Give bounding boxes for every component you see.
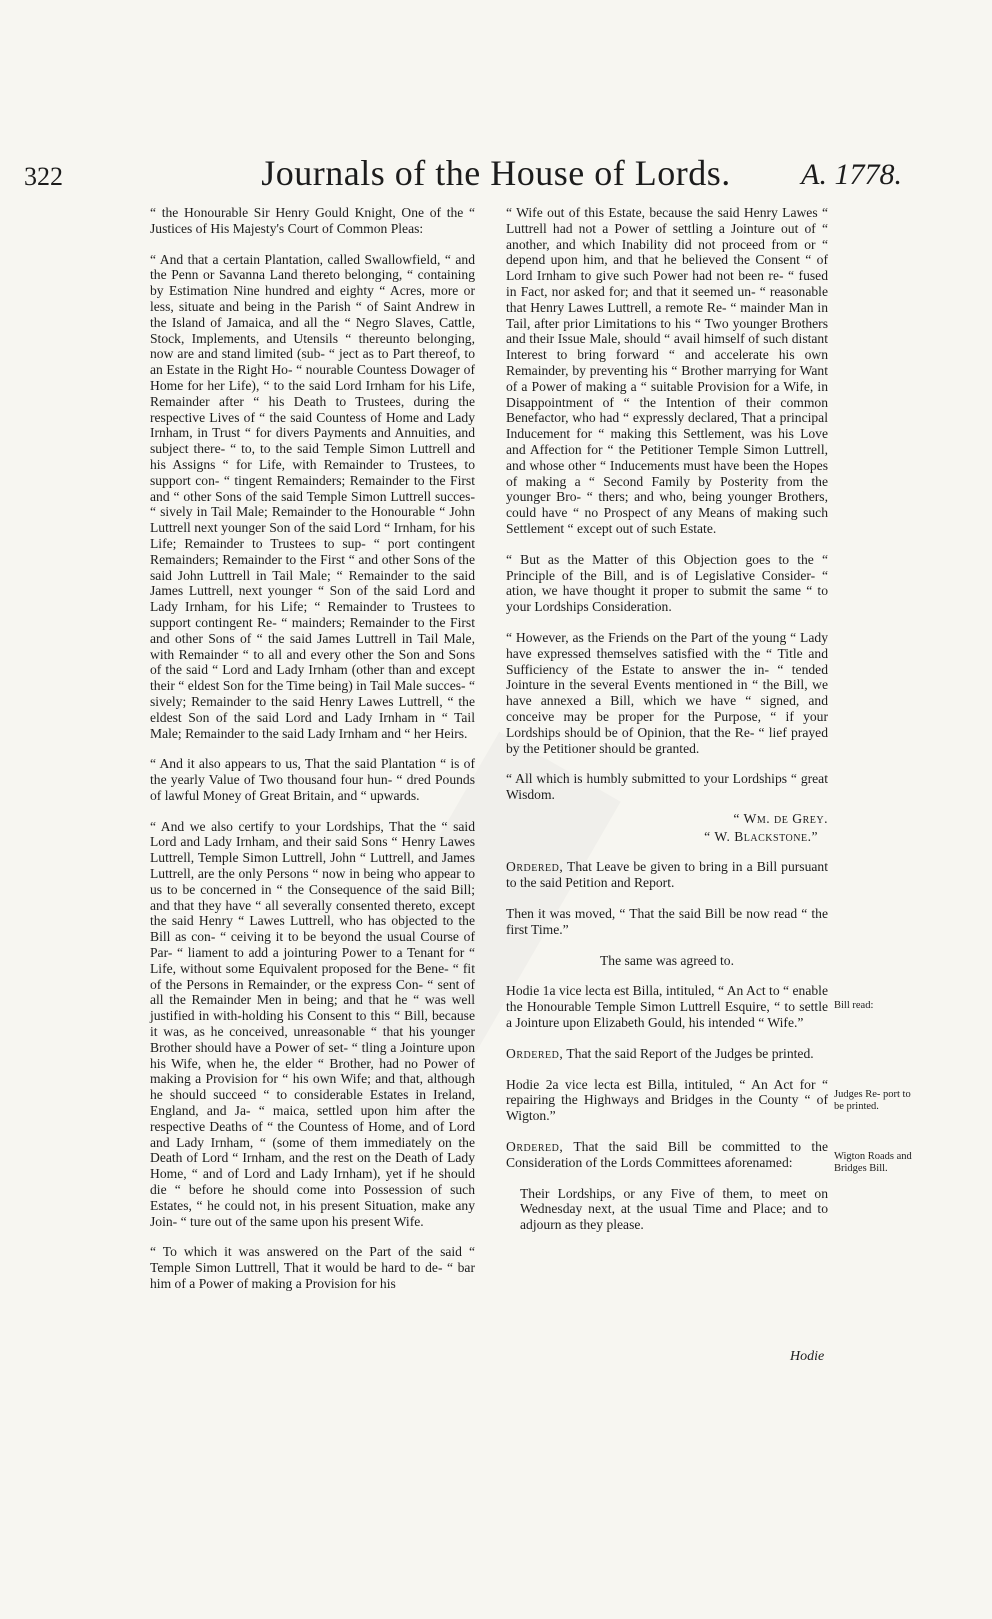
catchword: Hodie bbox=[790, 1349, 825, 1364]
margin-note-bill-read: Bill read: bbox=[834, 1000, 874, 1011]
order-report-text: That the said Report of the Judges be printed. bbox=[563, 1045, 814, 1061]
second-reading-entry: Hodie 2a vice lecta est Billa, intituled, “ An Act for “ repairing the Highways and Bridges in the County “ of Wigton.” bbox=[506, 1076, 828, 1124]
order-committed bbox=[506, 1139, 828, 1171]
agreed-line: The same was agreed to. bbox=[600, 952, 734, 968]
signature-de-grey: “ Wm. de Grey. bbox=[733, 810, 828, 826]
right-paragraph-1: “ Wife out of this Estate, because the said Henry Lawes “ Luttrell had not a Power of settling a Jointure out of “ another, and which Inability did not proceed from or “ depend upon him, and that he believed the Consent “ of Lord Irnham to give such Power had not been re- “ fused in Fact, nor asked for; and that it seemed un- “ reasonable that Henry Lawes Luttrell, a remote Re- “ mainder Man in Tail, after prior Limitations to his “ Two younger Brothers and their Issue Male, should “ avail himself of such distant Interest to bring forward “ and accelerate his own Remainder, by preventing his “ Brother marrying for Want of a Power of making a “ suitable Provision for a Wife, in Disappointment of “ the Intention of their common Benefactor, who had “ expressly declared, That a principal Inducement for “ making this Settlement, was his Love and Affection for “ the Petitioner Temple Simon Luttrell, and whose other “ Inducements must have been the Hopes of making a “ Second Family by Posterity from the younger Bro- “ thers; and who, being younger Brothers, could have “ no Prospect of any Means of making such Settlement “ except out of such Estate. bbox=[506, 205, 828, 536]
committee-meeting-note: Their Lordships, or any Five of them, to meet on Wednesday next, at the usual Time and Place; and to adjourn as they please. bbox=[520, 1185, 828, 1233]
ordered-label: Ordered, bbox=[506, 1045, 564, 1061]
page-header bbox=[0, 152, 992, 198]
left-paragraph-4: “ And we also certify to your Lordships, That the “ said Lord and Lady Irnham, and their said Sons “ Henry Lawes Luttrell, Temple Simon Luttrell, John “ Luttrell, and James Luttrell, are the only Persons “ now in being who appear to us to be concerned in “ the Consequence of the said Bill; and that they have “ all severally consented thereto, except the said Henry “ Lawes Luttrell, who has objected to the Bill as con- “ ceiving it to be beyond the usual Course of Par- “ liament to add a jointuring Power to a Tenant for “ Life, without some Equivalent proposed for the Bene- “ fit of the Persons in Remainder, or the express Con- “ sent of all the Remainder Men in being; and that he “ was well justified in with-holding his Consent to this “ Bill, because it was, as he conceived, unreasonable “ that his younger Brother should have a Power of set- “ tling a Jointure upon his Wife, when he, the elder “ Brother, had no Power of making a Provision for “ his own Wife; and that, although he should succeed “ to considerable Estates in Ireland, England, and Ja- “ maica, settled upon him after the respective Deaths of “ the Countess of Home, and of Lord and Lady Irnham, “ (some of them immediately on the Death of Lord “ Irnham, and the rest on the Death of Lady Home, “ and of Lord and Lady Irnham), yet if he should die “ before he should come into Possession of such Estates, “ he could not, in his present Situation, make any Join- “ ture out of the same upon his present Wife. bbox=[150, 818, 475, 1229]
motion-first-reading: Then it was moved, “ That the said Bill be now read “ the first Time.” bbox=[506, 906, 828, 937]
right-paragraph-3: “ However, as the Friends on the Part of the young “ Lady have expressed themselves satisfied with the “ Title and Sufficiency of the Estate to answer the in- “ tended Jointure in the several Events mentioned in “ the Bill, we have annexed a Bill, which we have “ signed, and conceive may be proper for the Purpose, “ if your Lordships should be of Opinion, that the Re- “ lief prayed by the Petitioner should be granted. bbox=[506, 629, 828, 756]
page-number: 322 bbox=[24, 162, 63, 191]
left-paragraph-2: “ And that a certain Plantation, called Swallowfield, “ and the Penn or Savanna Land thereto belonging, “ containing by Estimation Nine hundred and eighty “ Acres, more or less, situate and being in the Parish “ of Saint Andrew in the Island of Jamaica, and all the “ Negro Slaves, Cattle, Stock, Implements, and Utensils “ thereunto belonging, now are and stand limited (sub- “ ject as to Part thereof, to an Estate in the Right Ho- “ nourable Countess Dowager of Home for her Life), “ to the said Lord Irnham for his Life, Remainder after “ his Death to Trustees, during the respective Lives of “ the said Countess of Home and Lady Irnham, in Trust “ for divers Payments and Annuities, and subject there- “ to, to the said Temple Simon Luttrell and his Assigns “ for Life, with Remainder to Trustees, to support con- “ tingent Remainders; Remainder to the First and “ other Sons of the said Temple Simon Luttrell succes- “ sively in Tail Male; Remainder to the Honourable “ John Luttrell next younger Son of the said Lord “ Irnham, for his Life; Remainder to Trustees to sup- “ port contingent Remainders; Remainder to the First “ and other Sons of the said John Luttrell in Tail Male; “ Remainder to the said James Luttrell, next younger “ Son of the said Lord and Lady Irnham, for his Life; “ Remainder to Trustees to support contingent Re- “ mainders; Remainder to the First and other Sons of “ the said James Luttrell in Tail Male, with Remainder “ to all and every other the Son and Sons of the said “ Lord and Lady Irnham (other than and except their “ eldest Son for the Time being) in Tail Male succes- “ sively; Remainder to the said Henry Lawes Luttrell, “ the eldest Son of the said Lord and Lady Irnham in “ Tail Male; Remainder to the said Lady Irnham and “ her Heirs. bbox=[150, 251, 475, 741]
right-paragraph-2: “ But as the Matter of this Objection goes to the “ Principle of the Bill, and is of Legislative Consider- “ ation, we have thought it proper to submit the same “ to your Lordships Consideration. bbox=[506, 551, 828, 615]
left-column bbox=[150, 205, 475, 1307]
order-report-printed bbox=[506, 1046, 828, 1062]
right-paragraph-4: “ All which is humbly submitted to your Lordships “ great Wisdom. bbox=[506, 771, 828, 803]
left-paragraph-1: “ the Honourable Sir Henry Gould Knight, One of the “ Justices of His Majesty's Court of Common Pleas: bbox=[150, 205, 475, 236]
ordered-label: Ordered, bbox=[506, 859, 564, 875]
order-leave-bill bbox=[506, 859, 828, 891]
first-reading-entry: Hodie 1a vice lecta est Billa, intituled, “ An Act to “ enable the Honourable Temple Simon Luttrell Esquire, “ to settle a Jointure upon Elizabeth Gould, his intended “ Wife.” bbox=[506, 983, 828, 1031]
left-paragraph-3: “ And it also appears to us, That the said Plantation “ is of the yearly Value of Two thousand four hun- “ dred Pounds of lawful Money of Great Britain, and “ upwards. bbox=[150, 756, 475, 803]
order-committed-text: That the said Bill be committed to the Consideration of the Lords Committees aforenamed: bbox=[506, 1139, 828, 1170]
order-leave-text: That Leave be given to bring in a Bill pursuant to the said Petition and Report. bbox=[506, 859, 828, 891]
right-column bbox=[506, 205, 828, 1248]
ordered-label: Ordered, bbox=[506, 1139, 564, 1155]
left-paragraph-5: “ To which it was answered on the Part of the said “ Temple Simon Luttrell, That it would be hard to de- “ bar him of a Power of making a Provision for his bbox=[150, 1244, 475, 1291]
page-title: Journals of the House of Lords. bbox=[261, 153, 731, 193]
margin-note-judges-report: Judges Re- port to be printed. bbox=[834, 1089, 911, 1112]
margin-note-wigton-bill: Wigton Roads and Bridges Bill. bbox=[834, 1151, 912, 1174]
signature-blackstone: “ W. Blackstone.” bbox=[704, 828, 818, 844]
page-year: A. 1778. bbox=[801, 158, 902, 191]
